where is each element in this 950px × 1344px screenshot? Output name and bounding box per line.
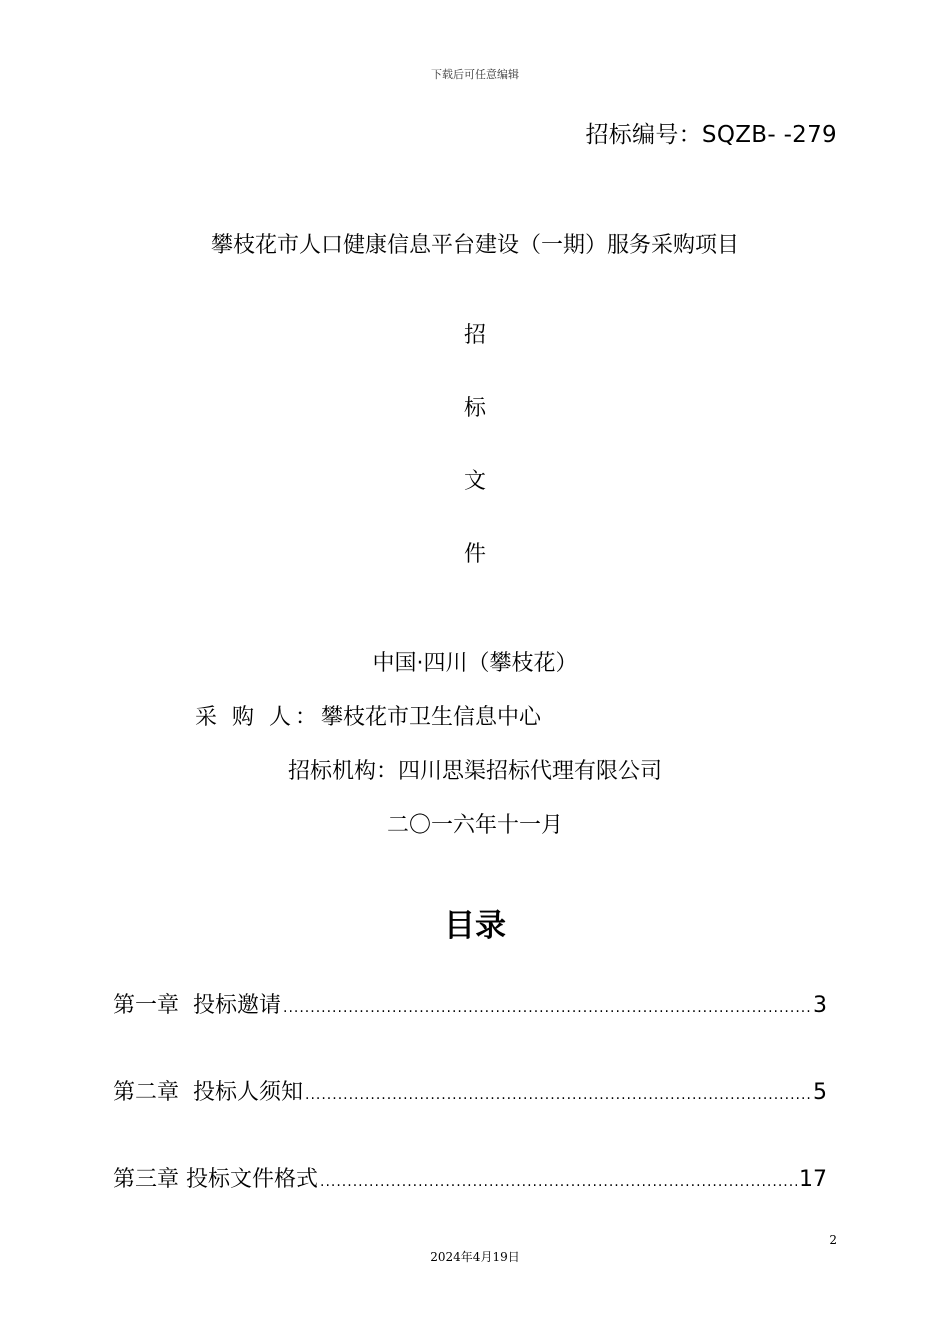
toc-item-page: 17	[799, 1167, 827, 1192]
bid-number: 招标编号：SQZB- -279	[585, 122, 837, 148]
buyer-label: 采 购 人：	[195, 705, 321, 730]
toc-item-page: 3	[813, 993, 827, 1018]
toc-leader-dots	[320, 1174, 797, 1190]
agency-name: 四川思渠招标代理有限公司	[398, 759, 663, 784]
doc-type-char: 件	[463, 542, 486, 567]
toc-item[interactable]	[113, 1162, 827, 1193]
toc-item[interactable]	[113, 988, 827, 1019]
toc-leader-dots	[305, 1087, 811, 1103]
project-title: 攀枝花市人口健康信息平台建设（一期）服务采购项目	[210, 233, 739, 258]
toc-title: 目录	[444, 908, 506, 944]
toc-item-page: 5	[813, 1080, 827, 1105]
footer-date: 2024年4月19日	[430, 1250, 520, 1264]
page-number: 2	[829, 1233, 837, 1247]
toc-item-label: 第一章 投标邀请	[113, 993, 281, 1018]
toc-leader-dots	[283, 1000, 811, 1016]
location: 中国·四川（攀枝花）	[372, 651, 578, 676]
agency-line	[288, 754, 662, 785]
toc-item-label: 第二章 投标人须知	[113, 1080, 303, 1105]
doc-type-char: 文	[463, 469, 486, 494]
doc-type-char: 标	[463, 396, 486, 421]
buyer-name: 攀枝花市卫生信息中心	[321, 705, 542, 730]
issue-date: 二〇一六年十一月	[386, 813, 563, 838]
toc-item-label: 第三章 投标文件格式	[113, 1167, 318, 1192]
header-note: 下载后可任意编辑	[431, 68, 519, 81]
buyer-line	[195, 700, 541, 731]
doc-type-char: 招	[463, 323, 486, 348]
agency-label: 招标机构：	[288, 759, 399, 784]
toc-item[interactable]	[113, 1075, 827, 1106]
